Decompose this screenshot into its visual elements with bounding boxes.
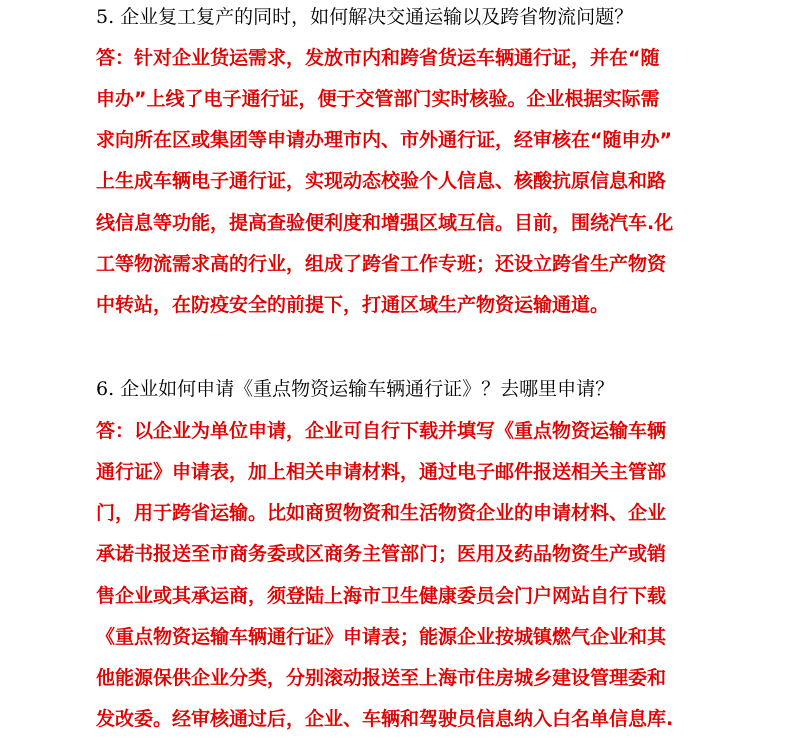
- answer-6-line-3: 门，用于跨省运输。比如商贸物资和生活物资企业的申请材料、企业: [96, 502, 667, 524]
- answer-5-line-7: 中转站，在防疫安全的前提下，打通区域生产物资运输通道。: [96, 294, 610, 316]
- answer-6-line-4: 承诺书报送至市商务委或区商务主管部门；医用及药品物资生产或销: [96, 543, 667, 565]
- answer-5-line-3: 求向所在区或集团等申请办理市内、市外通行证，经审核在“随申办”: [96, 129, 672, 151]
- answer-5-line-5: 线信息等功能，提高查验便利度和增强区域互信。目前，围绕汽车.化: [96, 212, 674, 234]
- answer-6-line-8: 发改委。经审核通过后，企业、车辆和驾驶员信息纳入白名单信息库.: [96, 708, 674, 730]
- answer-5-line-4: 上生成车辆电子通行证，实现动态校验个人信息、核酸抗原信息和路: [96, 170, 667, 192]
- answer-6-line-2: 通行证》申请表，加上相关申请材料，通过电子邮件报送相关主管部: [96, 461, 667, 483]
- answer-6-line-7: 他能源保供企业分类，分别滚动报送至上海市住房城乡建设管理委和: [96, 667, 667, 689]
- answer-5-line-2: 申办”上线了电子通行证，便于交管部门实时核验。企业根据实际需: [96, 88, 660, 110]
- answer-5-line-6: 工等物流需求高的行业，组成了跨省工作专班；还设立跨省生产物资: [96, 253, 667, 275]
- answer-6-line-5: 售企业或其承运商，须登陆上海市卫生健康委员会门户网站自行下载: [96, 585, 667, 607]
- answer-6-line-1: 答：以企业为单位申请，企业可自行下载并填写《重点物资运输车辆: [96, 420, 667, 442]
- answer-6-line-6: 《重点物资运输车辆通行证》申请表；能源企业按城镇燃气企业和其: [96, 626, 667, 648]
- question-6: 6. 企业如何申请《重点物资运输车辆通行证》？去哪里申请？: [96, 378, 615, 400]
- question-5: 5. 企业复工复产的同时，如何解决交通运输以及跨省物流问题？: [96, 6, 634, 28]
- answer-5-line-1: 答：针对企业货运需求，发放市内和跨省货运车辆通行证，并在“随: [96, 47, 660, 69]
